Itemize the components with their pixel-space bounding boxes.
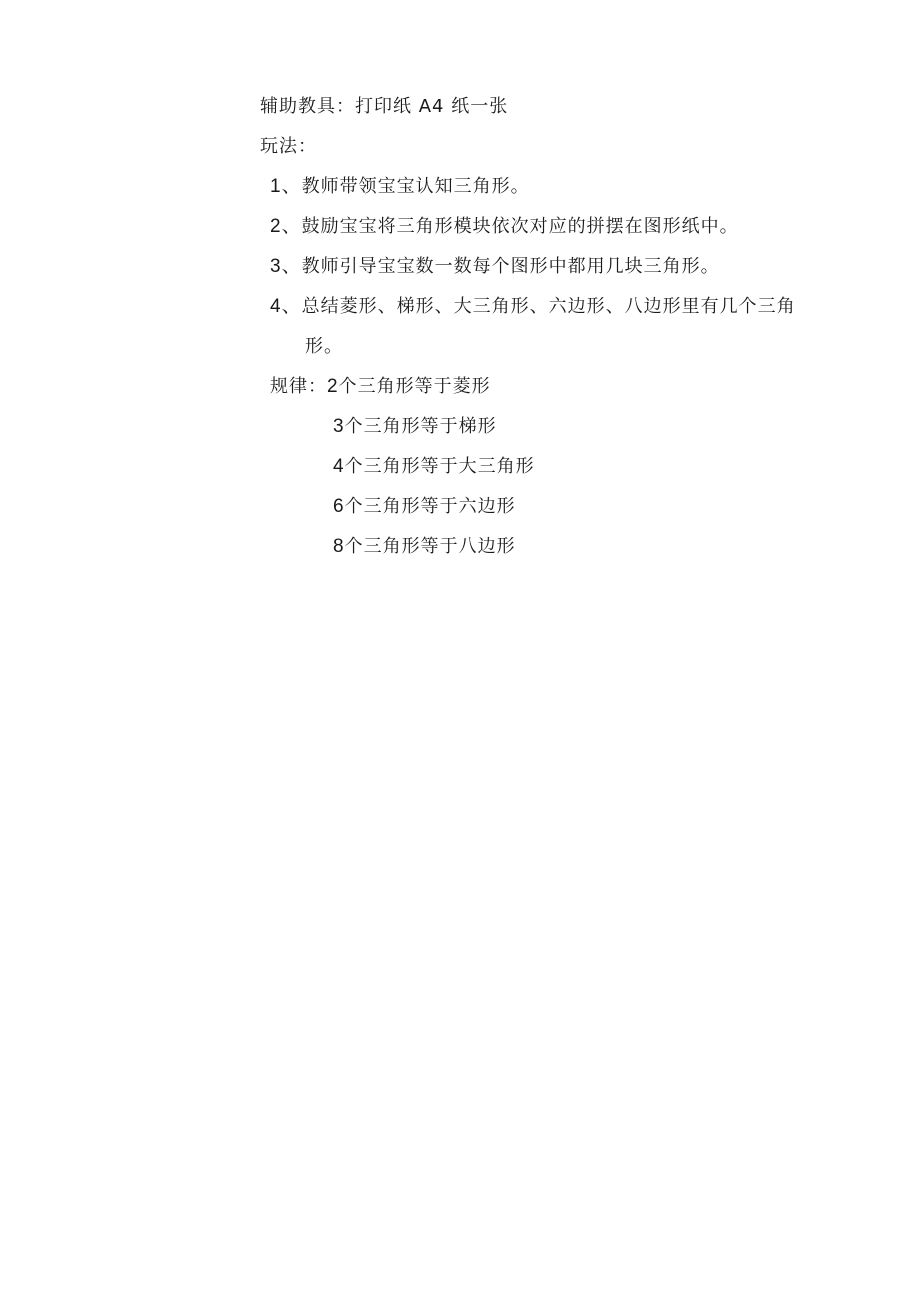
- step-continuation-text: 形。: [305, 336, 343, 357]
- step-text: 总结菱形、梯形、大三角形、六边形、八边形里有几个三角: [301, 296, 796, 317]
- rule-row-5: [333, 536, 516, 558]
- rule-text: 个三角形等于大三角形: [344, 456, 535, 477]
- rule-row-2: [333, 416, 497, 438]
- step-number: 1、: [270, 176, 302, 197]
- play-label: [260, 136, 317, 158]
- step-item-2: [270, 216, 739, 238]
- step-item-3: [270, 256, 720, 278]
- rule-number: 8: [333, 536, 345, 557]
- step-item-1: [270, 176, 530, 198]
- teaching-aids-text: 辅助教具：打印纸 A4 纸一张: [260, 96, 509, 117]
- rule-number: 6: [333, 496, 345, 517]
- step-item-4-continuation: [305, 336, 343, 358]
- step-number: 2、: [270, 216, 302, 237]
- step-item-4: [270, 296, 796, 318]
- rule-row-1: [270, 376, 491, 398]
- rule-text: 个三角形等于八边形: [344, 536, 516, 557]
- rule-text: 个三角形等于梯形: [344, 416, 497, 437]
- rule-label: 规律：: [270, 376, 327, 397]
- step-text: 教师引导宝宝数一数每个图形中都用几块三角形。: [301, 256, 720, 277]
- rule-row-3: [333, 456, 535, 478]
- step-text: 教师带领宝宝认知三角形。: [301, 176, 530, 197]
- rule-row-4: [333, 496, 516, 518]
- rule-text: 个三角形等于菱形: [338, 376, 491, 397]
- step-number: 3、: [270, 256, 302, 277]
- rule-number: 4: [333, 456, 345, 477]
- step-number: 4、: [270, 296, 302, 317]
- step-text: 鼓励宝宝将三角形模块依次对应的拼摆在图形纸中。: [301, 216, 739, 237]
- play-label-text: 玩法：: [260, 136, 317, 157]
- teaching-aids-line: [260, 96, 508, 118]
- rule-text: 个三角形等于六边形: [344, 496, 516, 517]
- rule-number: 3: [333, 416, 345, 437]
- rule-number: 2: [327, 376, 339, 397]
